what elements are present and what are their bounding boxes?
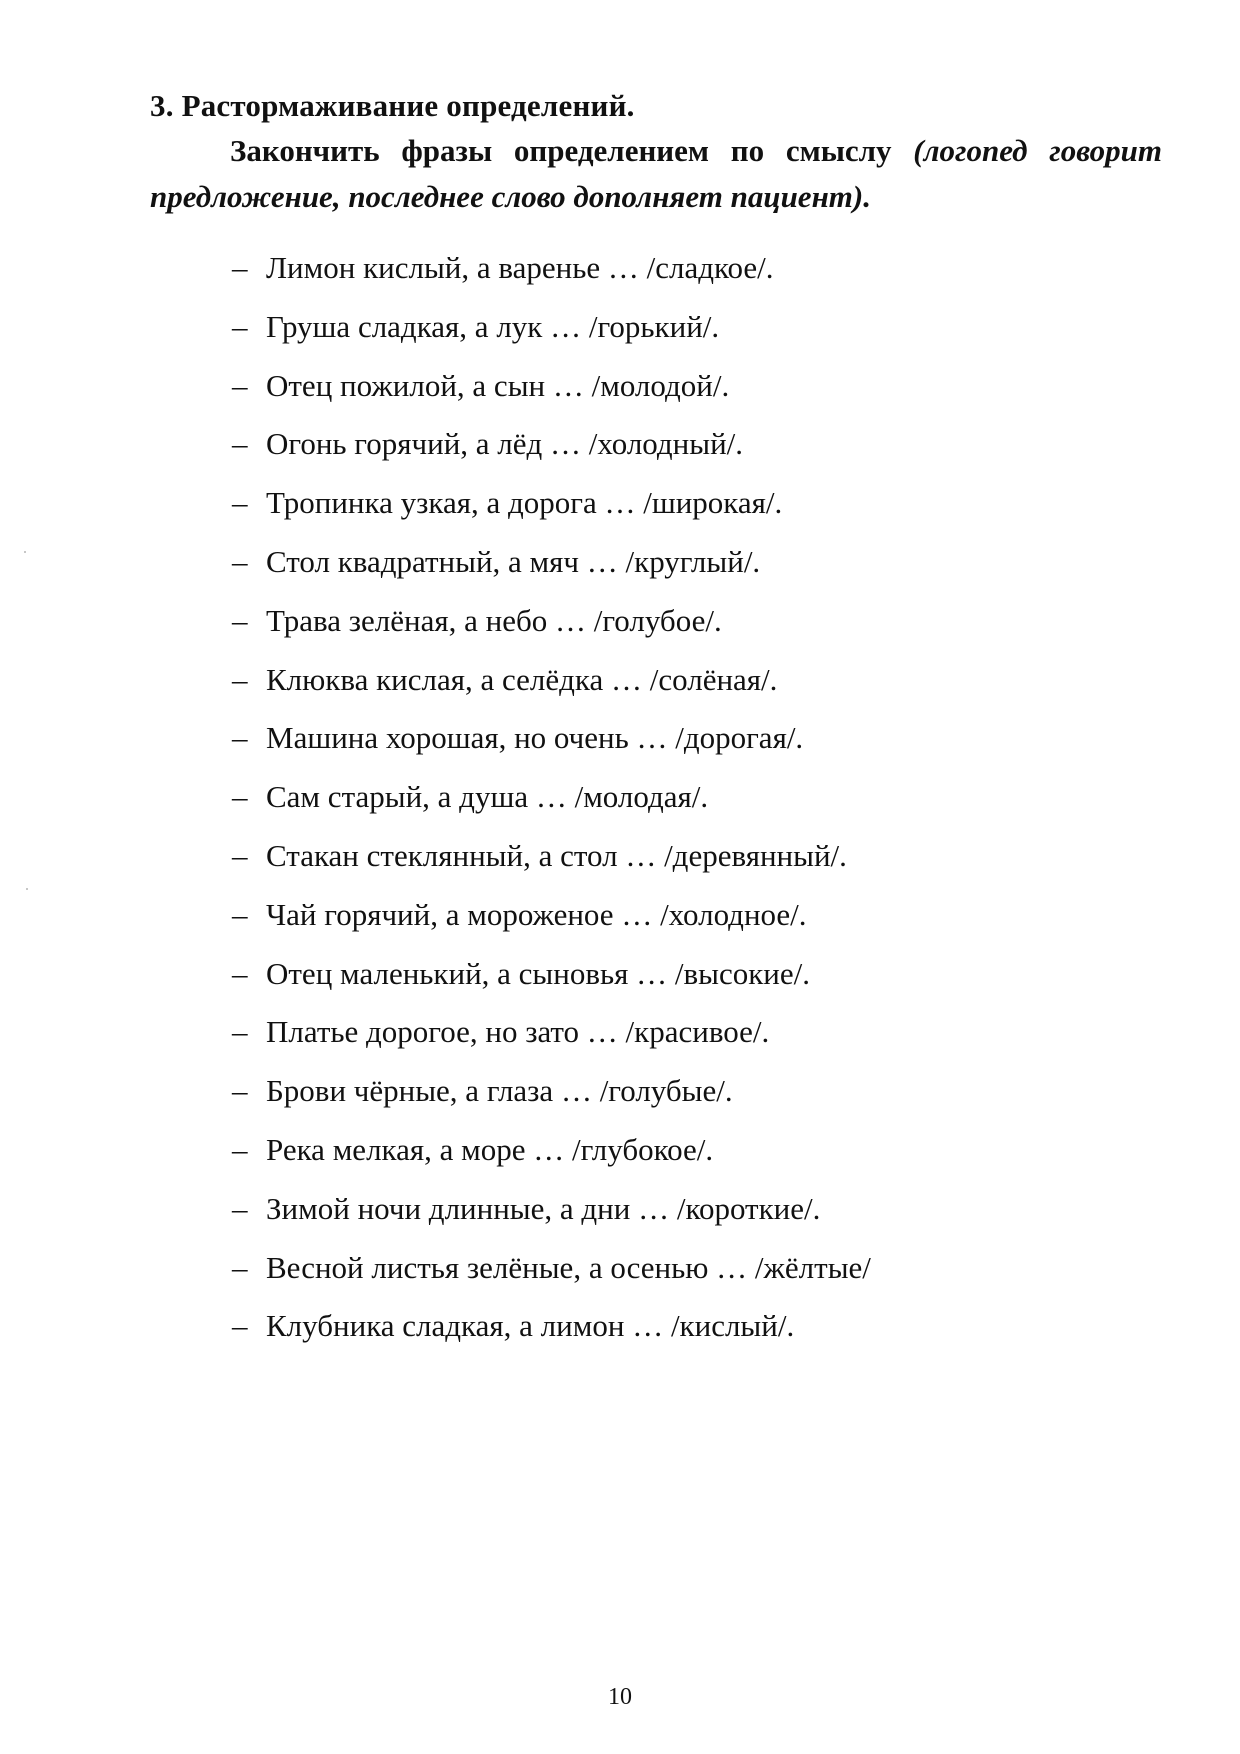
dash-bullet: – xyxy=(232,1308,248,1344)
dash-bullet: – xyxy=(232,955,248,991)
list-item xyxy=(232,366,871,425)
list-item xyxy=(232,248,871,307)
dash-bullet: – xyxy=(232,1131,248,1167)
list-item xyxy=(232,954,871,1013)
list-item xyxy=(232,307,871,366)
list-item xyxy=(232,895,871,954)
list-item xyxy=(232,660,871,719)
dash-bullet: – xyxy=(232,602,248,638)
list-item xyxy=(232,836,871,895)
dash-bullet: – xyxy=(232,661,248,697)
dash-bullet: – xyxy=(232,1073,248,1109)
list-item xyxy=(232,1071,871,1130)
list-item xyxy=(232,483,871,542)
phrase-text: Машина хорошая, но очень … /дорогая/. xyxy=(266,720,804,756)
exercise-instruction xyxy=(150,128,1162,220)
dash-bullet: – xyxy=(232,1190,248,1226)
dash-bullet: – xyxy=(232,426,248,462)
instruction-note: (логопед говорит предложение, последнее слово дополняет пациент). xyxy=(150,133,1163,214)
phrase-text: Клюква кислая, а селёдка … /солёная/. xyxy=(266,661,778,697)
list-item xyxy=(232,1189,871,1248)
section-heading: 3. Растормаживание определений. xyxy=(150,88,635,123)
dash-bullet: – xyxy=(232,837,248,873)
phrase-text: Груша сладкая, а лук … /горький/. xyxy=(266,308,720,344)
list-item xyxy=(232,424,871,483)
dash-bullet: – xyxy=(232,1249,248,1285)
dash-bullet: – xyxy=(232,367,248,403)
phrase-text: Лимон кислый, а варенье … /сладкое/. xyxy=(266,250,774,285)
phrase-text: Клубника сладкая, а лимон … /кислый/. xyxy=(266,1308,795,1344)
dash-bullet: – xyxy=(232,779,248,815)
phrase-list xyxy=(232,248,871,1365)
scan-speck xyxy=(24,551,26,553)
phrase-text: Чай горячий, а мороженое … /холодное/. xyxy=(266,896,807,932)
list-item xyxy=(232,1306,871,1365)
list-item xyxy=(232,542,871,601)
dash-bullet: – xyxy=(232,896,248,932)
phrase-text: Платье дорогое, но зато … /красивое/. xyxy=(266,1014,770,1050)
dash-bullet: – xyxy=(232,485,248,521)
phrase-text: Стол квадратный, а мяч … /круглый/. xyxy=(266,543,761,579)
dash-bullet: – xyxy=(232,1014,248,1050)
scan-speck xyxy=(26,888,28,890)
phrase-text: Зимой ночи длинные, а дни … /короткие/. xyxy=(266,1190,821,1226)
dash-bullet: – xyxy=(232,543,248,579)
phrase-text: Брови чёрные, а глаза … /голубые/. xyxy=(266,1073,733,1109)
phrase-text: Отец маленький, а сыновья … /высокие/. xyxy=(266,955,810,991)
list-item xyxy=(232,1130,871,1189)
list-item xyxy=(232,777,871,836)
phrase-text: Отец пожилой, а сын … /молодой/. xyxy=(266,367,730,403)
list-item xyxy=(232,1012,871,1071)
phrase-text: Трава зелёная, а небо … /голубое/. xyxy=(266,602,722,638)
instruction-text: Закончить фразы определением по смыслу xyxy=(230,133,892,168)
phrase-text: Река мелкая, а море … /глубокое/. xyxy=(266,1131,714,1167)
phrase-text: Сам старый, а душа … /молодая/. xyxy=(266,779,709,815)
dash-bullet: – xyxy=(232,308,248,344)
page-number: 10 xyxy=(608,1684,632,1710)
phrase-text: Тропинка узкая, а дорога … /широкая/. xyxy=(266,485,783,521)
list-item xyxy=(232,718,871,777)
list-item xyxy=(232,601,871,660)
dash-bullet: – xyxy=(232,250,248,285)
dash-bullet: – xyxy=(232,720,248,756)
phrase-text: Весной листья зелёные, а осенью … /жёлтые/ xyxy=(266,1249,871,1285)
list-item xyxy=(232,1248,871,1307)
phrase-text: Огонь горячий, а лёд … /холодный/. xyxy=(266,426,744,462)
phrase-text: Стакан стеклянный, а стол … /деревянный/. xyxy=(266,837,847,873)
